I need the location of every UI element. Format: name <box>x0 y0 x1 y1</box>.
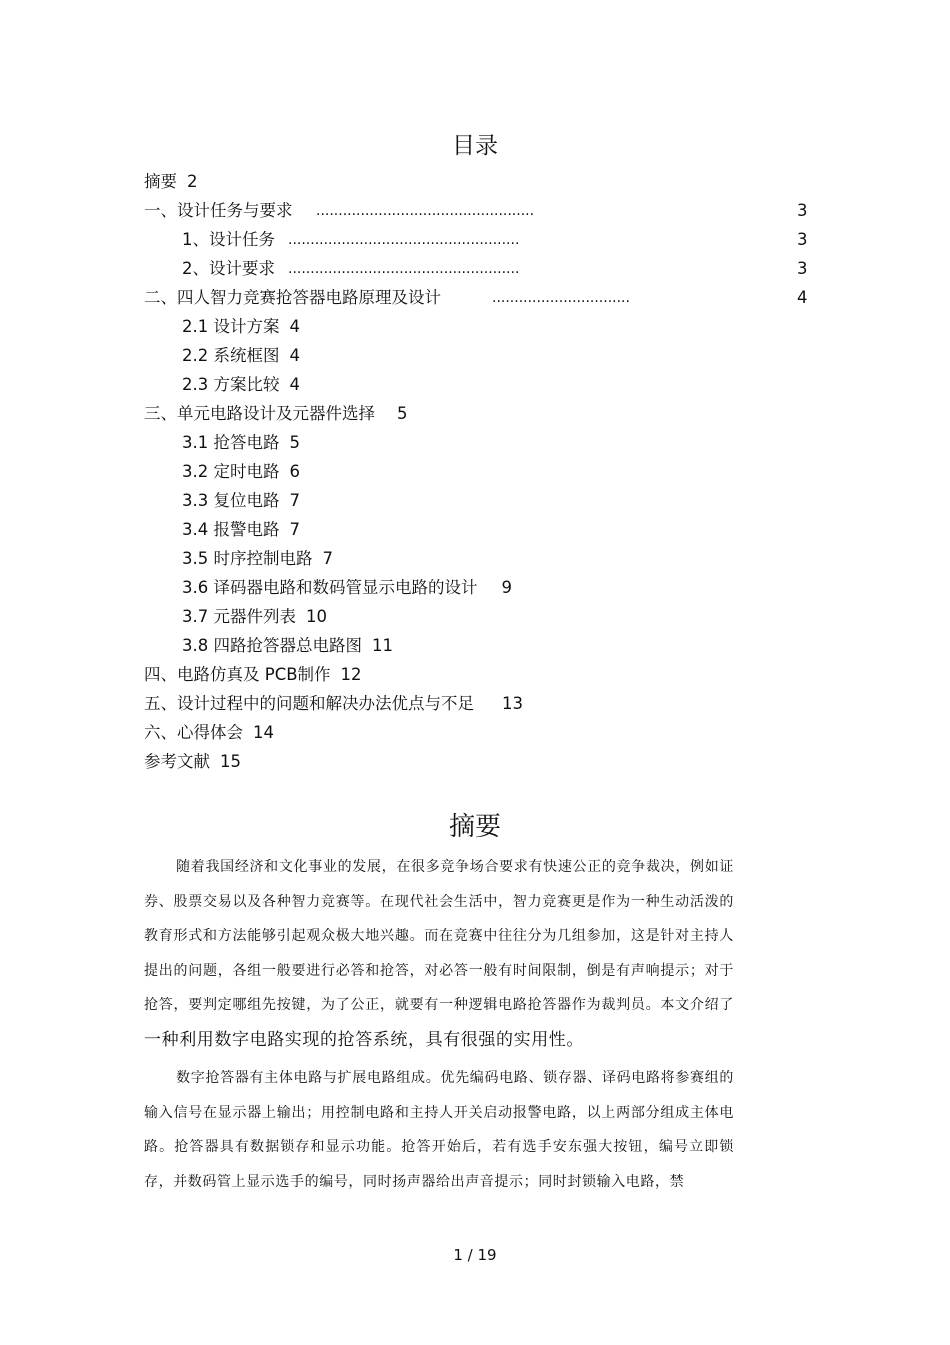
toc-entry-label: 3.5 时序控制电路 <box>182 549 313 568</box>
toc-entry-page: 7 <box>322 549 333 568</box>
toc-entry[interactable] <box>144 750 241 774</box>
toc-entry-page: 3 <box>797 230 808 249</box>
abstract-paragraph-emphasis: 一种利用数字电路实现的抢答系统，具有很强的实用性。 <box>144 1029 584 1050</box>
toc-entry[interactable] <box>182 315 300 339</box>
toc-entry[interactable] <box>182 634 393 658</box>
toc-entry-label: 五、设计过程中的问题和解决办法优点与不足 <box>144 694 474 713</box>
toc-entry-label: 3.3 复位电路 <box>182 491 280 510</box>
toc-entry[interactable] <box>144 402 408 426</box>
toc-entry-label: 3.1 抢答电路 <box>182 433 280 452</box>
toc-entry-label: 2、设计要求 <box>182 259 275 278</box>
toc-entry-page: 4 <box>797 288 808 307</box>
toc-entry[interactable] <box>182 228 275 252</box>
toc-entry-page: 12 <box>340 665 362 684</box>
toc-entry-label: 2.1 设计方案 <box>182 317 280 336</box>
toc-entry[interactable] <box>182 489 300 513</box>
toc-entry-page: 7 <box>289 491 300 510</box>
toc-entry-label: 二、四人智力竞赛抢答器电路原理及设计 <box>144 288 441 307</box>
toc-entry-page: 6 <box>289 462 300 481</box>
abstract-paragraph <box>144 1061 734 1199</box>
toc-entry-page: 3 <box>797 201 808 220</box>
toc-entry-page: 4 <box>289 346 300 365</box>
toc-entry-label: 四、电路仿真及 PCB制作 <box>144 665 331 684</box>
toc-entry-label: 3.6 译码器电路和数码管显示电路的设计 <box>182 578 478 597</box>
toc-entry-page: 11 <box>372 636 393 655</box>
toc-entry-page: 10 <box>306 607 327 626</box>
toc-leader-dots: ............................... <box>492 290 630 306</box>
toc-entry-label: 摘要 <box>144 172 177 191</box>
toc-entry[interactable] <box>182 605 327 629</box>
toc-entry-label: 三、单元电路设计及元器件选择 <box>144 404 375 423</box>
toc-entry-label: 一、设计任务与要求 <box>144 201 293 220</box>
toc-entry[interactable] <box>182 431 300 455</box>
toc-entry-page: 5 <box>289 433 300 452</box>
abstract-paragraph-text: 数字抢答器有主体电路与扩展电路组成。优先编码电路、锁存器、译码电路将参赛组的输入信号在显示器上输出；用控制电路和主持人开关启动报警电路，以上两部分组成主体电路。抢答器具有数据锁存和显示功能。抢答开始后，若有选手安东强大按钮，编号立即锁存，并数码管上显示选手的编号，同时扬声器给出声音提示；同时封锁输入电路，禁 <box>144 1070 734 1190</box>
page-indicator: 1 / 19 <box>453 1246 497 1264</box>
toc-entry-page: 13 <box>502 694 523 713</box>
abstract-paragraph-text: 随着我国经济和文化事业的发展，在很多竞争场合要求有快速公正的竞争裁决，例如证券、股票交易以及各种智力竞赛等。在现代社会生活中，智力竞赛更是作为一种生动活泼的教育形式和方法能够引起观众极大地兴趣。而在竞赛中往往分为几组参加，这是针对主持人提出的问题，各组一般要进行必答和抢答，对必答一般有时间限制，倒是有声响提示；对于抢答，要判定哪组先按键，为了公正，就要有一种逻辑电路抢答器作为裁判员。本文介绍了 <box>144 859 734 1013</box>
toc-entry-page: 4 <box>289 375 300 394</box>
toc-entry[interactable] <box>144 199 293 223</box>
toc-entry-label: 3.4 报警电路 <box>182 520 280 539</box>
abstract-title: 摘要 <box>448 812 501 842</box>
toc-entry[interactable] <box>182 257 275 281</box>
toc-entry[interactable] <box>182 547 333 571</box>
toc-entry-label: 2.2 系统框图 <box>182 346 280 365</box>
toc-entry-label: 1、设计任务 <box>182 230 275 249</box>
toc-entry[interactable] <box>182 518 300 542</box>
toc-leader-dots: .................................................... <box>288 232 520 248</box>
toc-entry-page: 15 <box>220 752 241 771</box>
toc-entry-page: 3 <box>797 259 808 278</box>
toc-entry-page: 2 <box>187 172 198 191</box>
toc-leader-dots: .................................................... <box>288 261 520 277</box>
toc-entry-page: 7 <box>289 520 300 539</box>
toc-entry-label: 3.8 四路抢答器总电路图 <box>182 636 362 655</box>
toc-entry[interactable] <box>182 576 512 600</box>
toc-entry[interactable] <box>144 692 523 716</box>
toc-entry-page: 9 <box>501 578 512 597</box>
toc-entry-page: 5 <box>397 404 408 423</box>
toc-title: 目录 <box>452 133 498 159</box>
toc-entry[interactable] <box>182 344 300 368</box>
toc-entry-page: 4 <box>289 317 300 336</box>
toc-entry-label: 2.3 方案比较 <box>182 375 280 394</box>
toc-entry[interactable] <box>144 170 198 194</box>
toc-entry-page: 14 <box>253 723 274 742</box>
toc-entry-label: 3.2 定时电路 <box>182 462 280 481</box>
toc-leader-dots: ................................................. <box>316 203 535 219</box>
toc-entry-label: 六、心得体会 <box>144 723 243 742</box>
toc-entry[interactable] <box>144 721 274 745</box>
toc-entry-label: 参考文献 <box>144 752 210 771</box>
abstract-paragraph <box>144 850 734 1058</box>
toc-entry-label: 3.7 元器件列表 <box>182 607 296 626</box>
toc-entry[interactable] <box>144 663 362 687</box>
toc-entry[interactable] <box>182 373 300 397</box>
toc-entry[interactable] <box>182 460 300 484</box>
toc-entry[interactable] <box>144 286 441 310</box>
